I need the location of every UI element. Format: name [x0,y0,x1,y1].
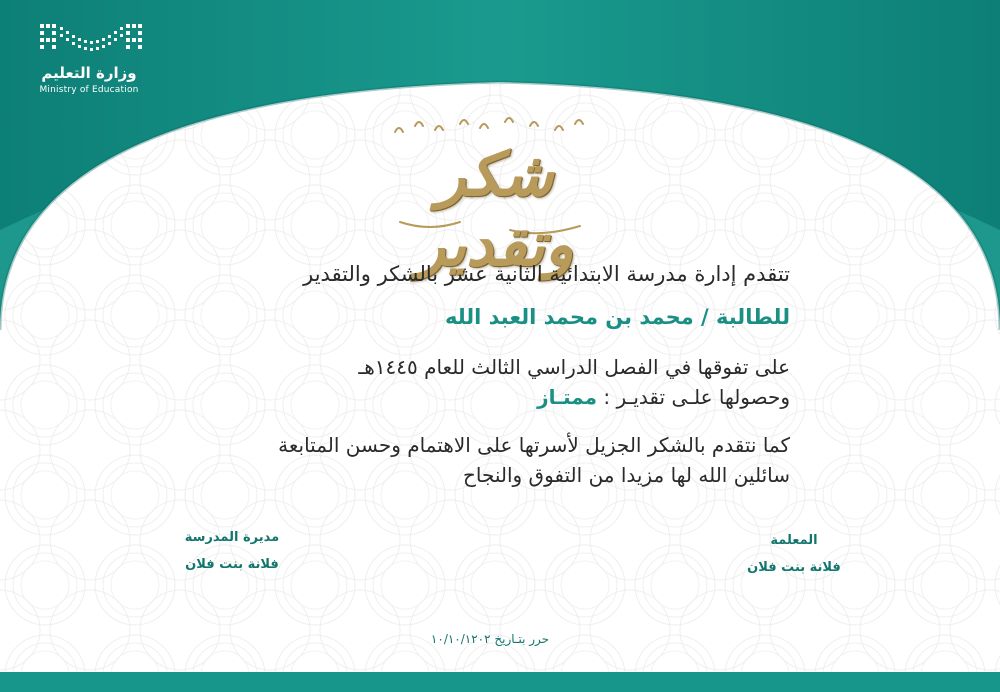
calligraphy-text: شكر وتقدير [416,140,574,280]
ministry-logo [38,22,144,102]
grade-value: ممتـاز [537,385,597,409]
achievement-text: على تفوقها في الفصل الدراسي الثالث للعام ١٤٤٥هـ [358,355,790,379]
ministry-name-english: Ministry of Education [39,85,139,95]
student-name: للطالبة / محمد بن محمد العبد الله [444,305,790,329]
family-thanks-text: كما نتقدم بالشكر الجزيل لأسرتها على الاهتمام وحسن المتابعة [278,433,790,457]
grade-line [537,385,790,409]
grade-label: وحصولها علـى تقديـر : [603,385,790,409]
teacher-title: المعلمة [770,533,818,548]
thanks-calligraphy [360,112,630,280]
teacher-signature [714,533,874,575]
ministry-logo-icon [38,22,144,56]
principal-signature [152,530,312,572]
principal-title: مديرة المدرسة [184,530,280,545]
teacher-name: فلانة بنت فلان [747,560,841,575]
issue-date: حرر بتـاريخ ١٠/١٠/١٢٠٢ [430,632,550,646]
ministry-name-arabic: وزارة التعليم [41,64,137,82]
principal-name: فلانة بنت فلان [185,557,279,572]
intro-text: تتقدم إدارة مدرسة الابتدائية الثانية عشر بالشكر والتقدير [303,262,790,286]
wishes-text: سائلين الله لها مزيدا من التفوق والنجاح [462,463,790,487]
